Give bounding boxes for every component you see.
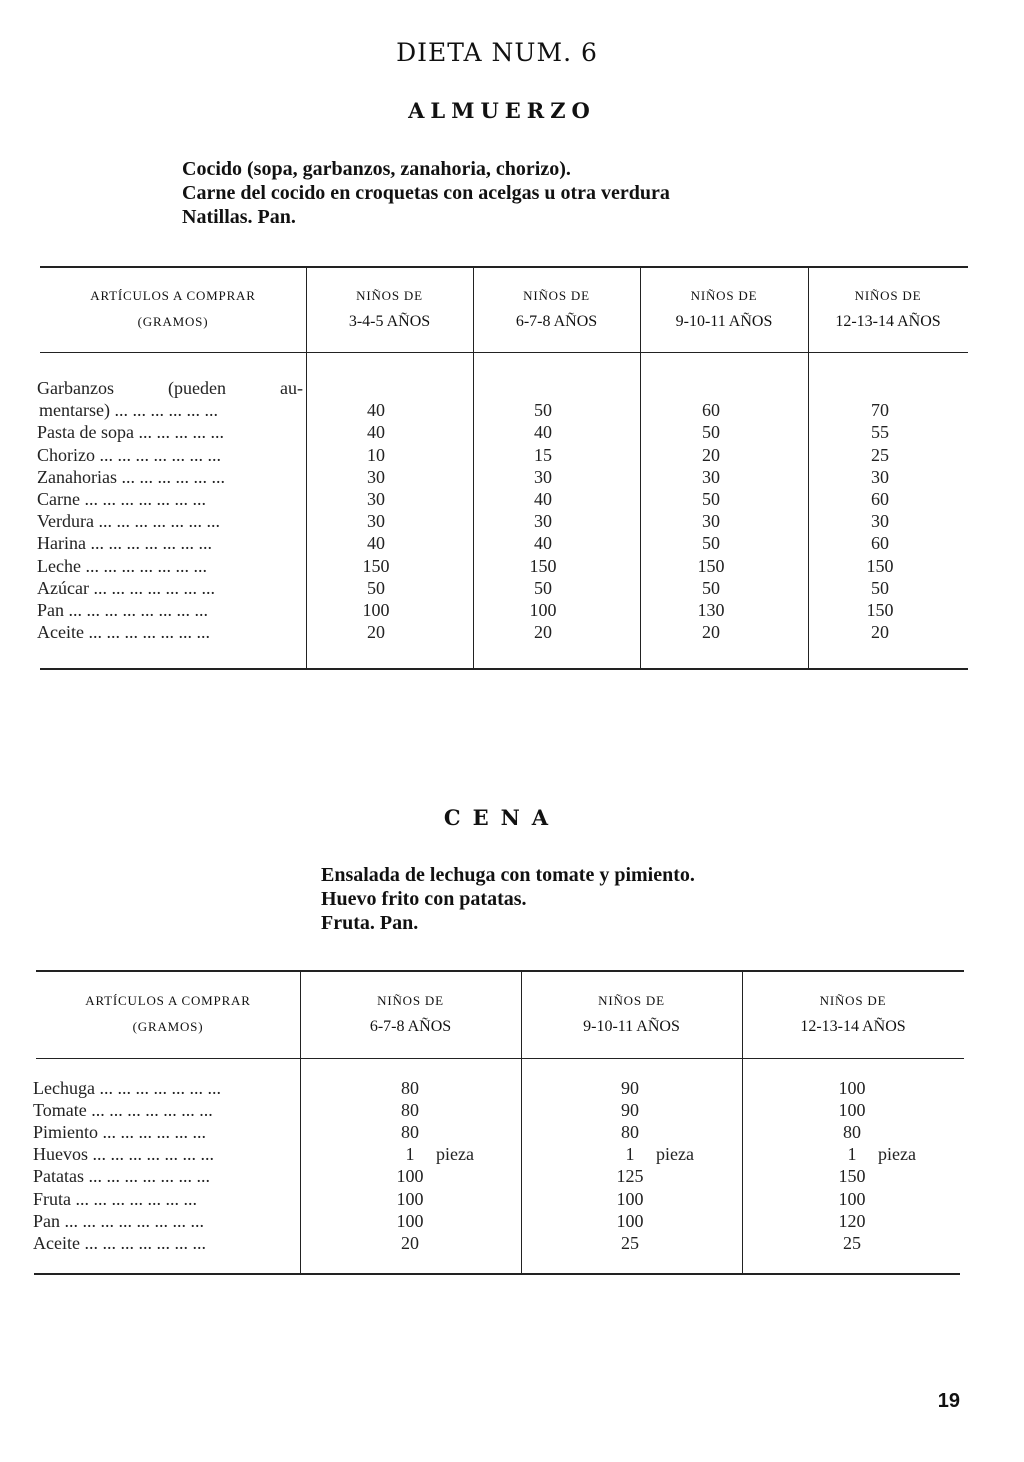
quantity-cell: 50 — [367, 577, 385, 598]
item-name: Tomate ... ... ... ... ... ... ... — [33, 1100, 213, 1121]
quantity-cell: 50 — [534, 400, 552, 421]
quantity-cell: 40 — [534, 422, 552, 443]
header-age-group — [306, 283, 473, 335]
unit-label: pieza — [656, 1144, 694, 1165]
quantity-cell: 50 — [702, 577, 720, 598]
header-group-label: NIÑOS DE — [690, 288, 758, 303]
quantity-cell: 1 — [847, 1144, 857, 1165]
quantity-cell: 25 — [871, 444, 889, 465]
quantity-cell: 150 — [838, 1166, 866, 1187]
item-name: Pasta de sopa ... ... ... ... ... — [37, 422, 224, 443]
header-age-group — [742, 988, 964, 1040]
header-articles-unit: (GRAMOS) — [132, 1019, 204, 1034]
quantity-cell: 130 — [697, 600, 725, 620]
header-articles-label: ARTÍCULOS A COMPRAR — [85, 993, 251, 1008]
quantity-cell: 100 — [529, 600, 557, 620]
quantity-cell: 150 — [866, 555, 894, 576]
header-articles-label: ARTÍCULOS A COMPRAR — [90, 288, 256, 303]
quantity-cell: 150 — [697, 555, 725, 576]
header-group-ages: 12-13-14 AÑOS — [835, 313, 941, 330]
cena-menu — [321, 863, 695, 935]
quantity-cell: 50 — [702, 422, 720, 443]
almuerzo-menu-line: Cocido (sopa, garbanzos, zanahoria, chorizo). — [182, 158, 571, 180]
quantity-cell: 100 — [362, 600, 390, 620]
quantity-cell: 100 — [396, 1166, 424, 1187]
quantity-cell: 150 — [362, 555, 390, 576]
page-number: 19 — [937, 1390, 960, 1412]
header-group-ages: 9-10-11 AÑOS — [583, 1018, 680, 1035]
unit-label: pieza — [436, 1144, 474, 1165]
quantity-cell: 1 — [625, 1144, 635, 1165]
quantity-cell: 80 — [843, 1122, 861, 1143]
cena-menu-line: Ensalada de lechuga con tomate y pimiento. — [321, 864, 695, 886]
item-name: Aceite ... ... ... ... ... ... ... — [37, 622, 210, 643]
item-name: Pan ... ... ... ... ... ... ... ... — [33, 1210, 204, 1231]
quantity-cell: 100 — [616, 1210, 644, 1231]
item-name: Pan ... ... ... ... ... ... ... ... — [37, 600, 208, 620]
quantity-cell: 20 — [702, 444, 720, 465]
item-name: Zanahorias ... ... ... ... ... ... — [37, 466, 225, 487]
quantity-cell: 80 — [621, 1122, 639, 1143]
header-age-group — [300, 988, 521, 1040]
quantity-cell: 70 — [871, 400, 889, 421]
item-name: Carne ... ... ... ... ... ... ... — [37, 489, 206, 509]
quantity-cell: 20 — [367, 622, 385, 643]
header-group-label: NIÑOS DE — [854, 288, 922, 303]
quantity-cell: 30 — [534, 466, 552, 487]
quantity-cell: 30 — [702, 511, 720, 532]
item-name: Leche ... ... ... ... ... ... ... — [37, 555, 207, 576]
quantity-cell: 100 — [838, 1100, 866, 1121]
quantity-cell: 125 — [616, 1166, 644, 1187]
quantity-cell: 80 — [401, 1122, 419, 1143]
quantity-cell: 80 — [401, 1078, 419, 1098]
almuerzo-menu — [182, 157, 670, 229]
almuerzo-menu-line: Natillas. Pan. — [182, 206, 296, 228]
item-name: Huevos ... ... ... ... ... ... ... — [33, 1144, 214, 1165]
quantity-cell: 100 — [396, 1210, 424, 1231]
quantity-cell: 40 — [534, 533, 552, 554]
item-name: Garbanzos (pueden au- — [37, 378, 303, 398]
table-header-rule — [40, 352, 968, 353]
header-group-ages: 6-7-8 AÑOS — [369, 1018, 452, 1035]
quantity-cell: 1 — [405, 1144, 415, 1165]
item-name: Verdura ... ... ... ... ... ... ... — [37, 511, 220, 532]
item-name: Chorizo ... ... ... ... ... ... ... — [37, 444, 221, 465]
header-group-label: NIÑOS DE — [356, 288, 423, 303]
quantity-cell: 55 — [871, 422, 889, 443]
header-group-label: NIÑOS DE — [523, 288, 590, 303]
quantity-cell: 90 — [621, 1100, 639, 1121]
quantity-cell: 80 — [401, 1100, 419, 1121]
quantity-cell: 150 — [866, 600, 894, 620]
header-group-ages: 3-4-5 AÑOS — [348, 313, 431, 330]
table-top-rule — [36, 970, 964, 972]
quantity-cell: 30 — [367, 489, 385, 509]
item-name: Pimiento ... ... ... ... ... ... — [33, 1122, 207, 1143]
header-articles — [36, 988, 300, 1040]
header-group-label: NIÑOS DE — [377, 993, 444, 1008]
almuerzo-heading: ALMUERZO — [408, 98, 596, 123]
quantity-cell: 40 — [534, 489, 552, 509]
header-age-group — [640, 283, 808, 335]
cena-menu-line: Huevo frito con patatas. — [321, 888, 527, 910]
unit-label: pieza — [878, 1144, 916, 1165]
quantity-cell: 60 — [871, 533, 889, 554]
quantity-cell: 30 — [871, 466, 889, 487]
quantity-cell: 40 — [367, 422, 385, 443]
quantity-cell: 100 — [838, 1078, 866, 1098]
header-articles-unit: (GRAMOS) — [137, 314, 209, 329]
quantity-cell: 60 — [871, 489, 889, 509]
quantity-cell: 40 — [367, 533, 385, 554]
header-age-group — [521, 988, 742, 1040]
quantity-cell: 30 — [871, 511, 889, 532]
quantity-cell: 50 — [702, 533, 720, 554]
header-group-ages: 12-13-14 AÑOS — [800, 1018, 906, 1035]
header-group-ages: 6-7-8 AÑOS — [515, 313, 598, 330]
quantity-cell: 20 — [534, 622, 552, 643]
quantity-cell: 60 — [702, 400, 720, 421]
quantity-cell: 50 — [702, 489, 720, 509]
page-title: DIETA NUM. 6 — [396, 38, 598, 67]
quantity-cell: 15 — [534, 444, 552, 465]
item-name: Harina ... ... ... ... ... ... ... — [37, 533, 212, 554]
quantity-cell: 90 — [621, 1078, 639, 1098]
quantity-cell: 30 — [367, 466, 385, 487]
quantity-cell: 40 — [367, 400, 385, 421]
quantity-cell: 30 — [367, 511, 385, 532]
header-articles — [40, 283, 306, 335]
quantity-cell: 10 — [367, 444, 385, 465]
quantity-cell: 100 — [838, 1188, 866, 1209]
item-name: Patatas ... ... ... ... ... ... ... — [33, 1166, 210, 1187]
cena-heading: CENA — [443, 805, 561, 830]
table-bottom-rule — [34, 1273, 960, 1275]
header-age-group — [808, 283, 968, 335]
item-name: Azúcar ... ... ... ... ... ... ... — [37, 577, 215, 598]
item-name-continued: mentarse) ... ... ... ... ... ... — [39, 400, 218, 421]
quantity-cell: 50 — [871, 577, 889, 598]
table-header-rule — [36, 1058, 964, 1059]
quantity-cell: 25 — [621, 1232, 639, 1253]
quantity-cell: 20 — [871, 622, 889, 643]
quantity-cell: 30 — [534, 511, 552, 532]
header-age-group — [473, 283, 640, 335]
quantity-cell: 30 — [702, 466, 720, 487]
table-top-rule — [40, 266, 968, 268]
header-group-ages: 9-10-11 AÑOS — [675, 313, 773, 330]
quantity-cell: 25 — [843, 1232, 861, 1253]
quantity-cell: 20 — [401, 1232, 419, 1253]
quantity-cell: 150 — [529, 555, 557, 576]
cena-menu-line: Fruta. Pan. — [321, 912, 419, 934]
quantity-cell: 50 — [534, 577, 552, 598]
quantity-cell: 120 — [838, 1210, 866, 1231]
quantity-cell: 20 — [702, 622, 720, 643]
quantity-cell: 100 — [616, 1188, 644, 1209]
header-group-label: NIÑOS DE — [598, 993, 665, 1008]
header-group-label: NIÑOS DE — [819, 993, 887, 1008]
item-name: Fruta ... ... ... ... ... ... ... — [33, 1188, 197, 1209]
table-bottom-rule — [40, 668, 968, 670]
quantity-cell: 100 — [396, 1188, 424, 1209]
item-name: Aceite ... ... ... ... ... ... ... — [33, 1232, 206, 1253]
item-name: Lechuga ... ... ... ... ... ... ... — [33, 1078, 221, 1098]
almuerzo-menu-line: Carne del cocido en croquetas con acelgas u otra verdura — [182, 182, 670, 204]
